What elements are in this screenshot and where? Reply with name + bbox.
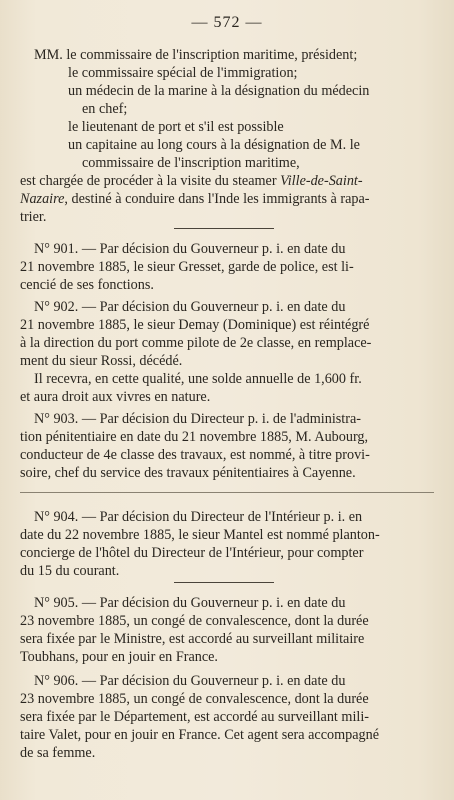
page-fold-line: [20, 492, 434, 493]
decision-line: tion pénitentiaire en date du 21 novembre 1885, M. Aubourg,: [20, 429, 369, 445]
ship-name: Ville-de-Saint-: [280, 173, 363, 189]
decision-line: 21 novembre 1885, le sieur Demay (Dominique) est réintégré: [20, 317, 370, 333]
decision-line: concierge de l'hôtel du Directeur de l'Intérieur, pour compter: [20, 545, 364, 561]
decision-line: 21 novembre 1885, le sieur Gresset, garde de police, est li-: [20, 259, 354, 275]
text-span: , destiné à conduire dans l'Inde les immigrants à rapa-: [64, 191, 370, 207]
decision-line: 23 novembre 1885, un congé de convalescence, dont la durée: [20, 613, 369, 629]
decision-line: de sa femme.: [20, 745, 96, 761]
commission-line: trier.: [20, 209, 47, 225]
page-number: — 572 —: [191, 14, 263, 31]
decision-line: sera fixée par le Département, est accordé au surveillant mili-: [20, 709, 370, 725]
decision-line: cencié de ses fonctions.: [20, 277, 154, 293]
decision-line: du 15 du courant.: [20, 563, 120, 579]
decision-line: sera fixée par le Ministre, est accordé au surveillant militaire: [20, 631, 365, 647]
decision-line: N° 906. — Par décision du Gouverneur p. i. en date du: [34, 673, 346, 689]
decision-line: 23 novembre 1885, un congé de convalescence, dont la durée: [20, 691, 369, 707]
section-divider: [174, 228, 274, 229]
commission-line: commissaire de l'inscription maritime,: [82, 155, 300, 171]
decision-line: taire Valet, pour en jouir en France. Cet agent sera accompagné: [20, 727, 380, 743]
decision-line: N° 901. — Par décision du Gouverneur p. i. en date du: [34, 241, 346, 257]
commission-line: [20, 190, 370, 208]
decision-line: N° 904. — Par décision du Directeur de l'Intérieur p. i. en: [34, 509, 363, 525]
decision-line: date du 22 novembre 1885, le sieur Mantel est nommé planton-: [20, 527, 380, 543]
commission-line: le lieutenant de port et s'il est possible: [68, 119, 284, 135]
commission-line: un capitaine au long cours à la désignation de M. le: [68, 137, 360, 153]
decision-line: et aura droit aux vivres en nature.: [20, 389, 211, 405]
commission-line: en chef;: [82, 101, 128, 117]
decision-line: à la direction du port comme pilote de 2e classe, en remplace-: [20, 335, 372, 351]
ship-name: Nazaire: [20, 191, 65, 207]
decision-line: N° 905. — Par décision du Gouverneur p. i. en date du: [34, 595, 346, 611]
text-span: est chargée de procéder à la visite du steamer: [20, 173, 281, 189]
decision-line: Toubhans, pour en jouir en France.: [20, 649, 218, 665]
commission-line: MM. le commissaire de l'inscription maritime, président;: [34, 47, 358, 63]
decision-line: soire, chef du service des travaux pénitentiaires à Cayenne.: [20, 465, 356, 481]
decision-line: Il recevra, en cette qualité, une solde annuelle de 1,600 fr.: [34, 371, 362, 387]
commission-line: le commissaire spécial de l'immigration;: [68, 65, 298, 81]
decision-line: N° 902. — Par décision du Gouverneur p. i. en date du: [34, 299, 346, 315]
commission-line: [20, 172, 363, 190]
commission-line: un médecin de la marine à la désignation du médecin: [68, 83, 370, 99]
decision-line: N° 903. — Par décision du Directeur p. i. de l'administra-: [34, 411, 361, 427]
section-divider: [174, 582, 274, 583]
decision-line: ment du sieur Rossi, décédé.: [20, 353, 183, 369]
decision-line: conducteur de 4e classe des travaux, est nommé, à titre provi-: [20, 447, 370, 463]
